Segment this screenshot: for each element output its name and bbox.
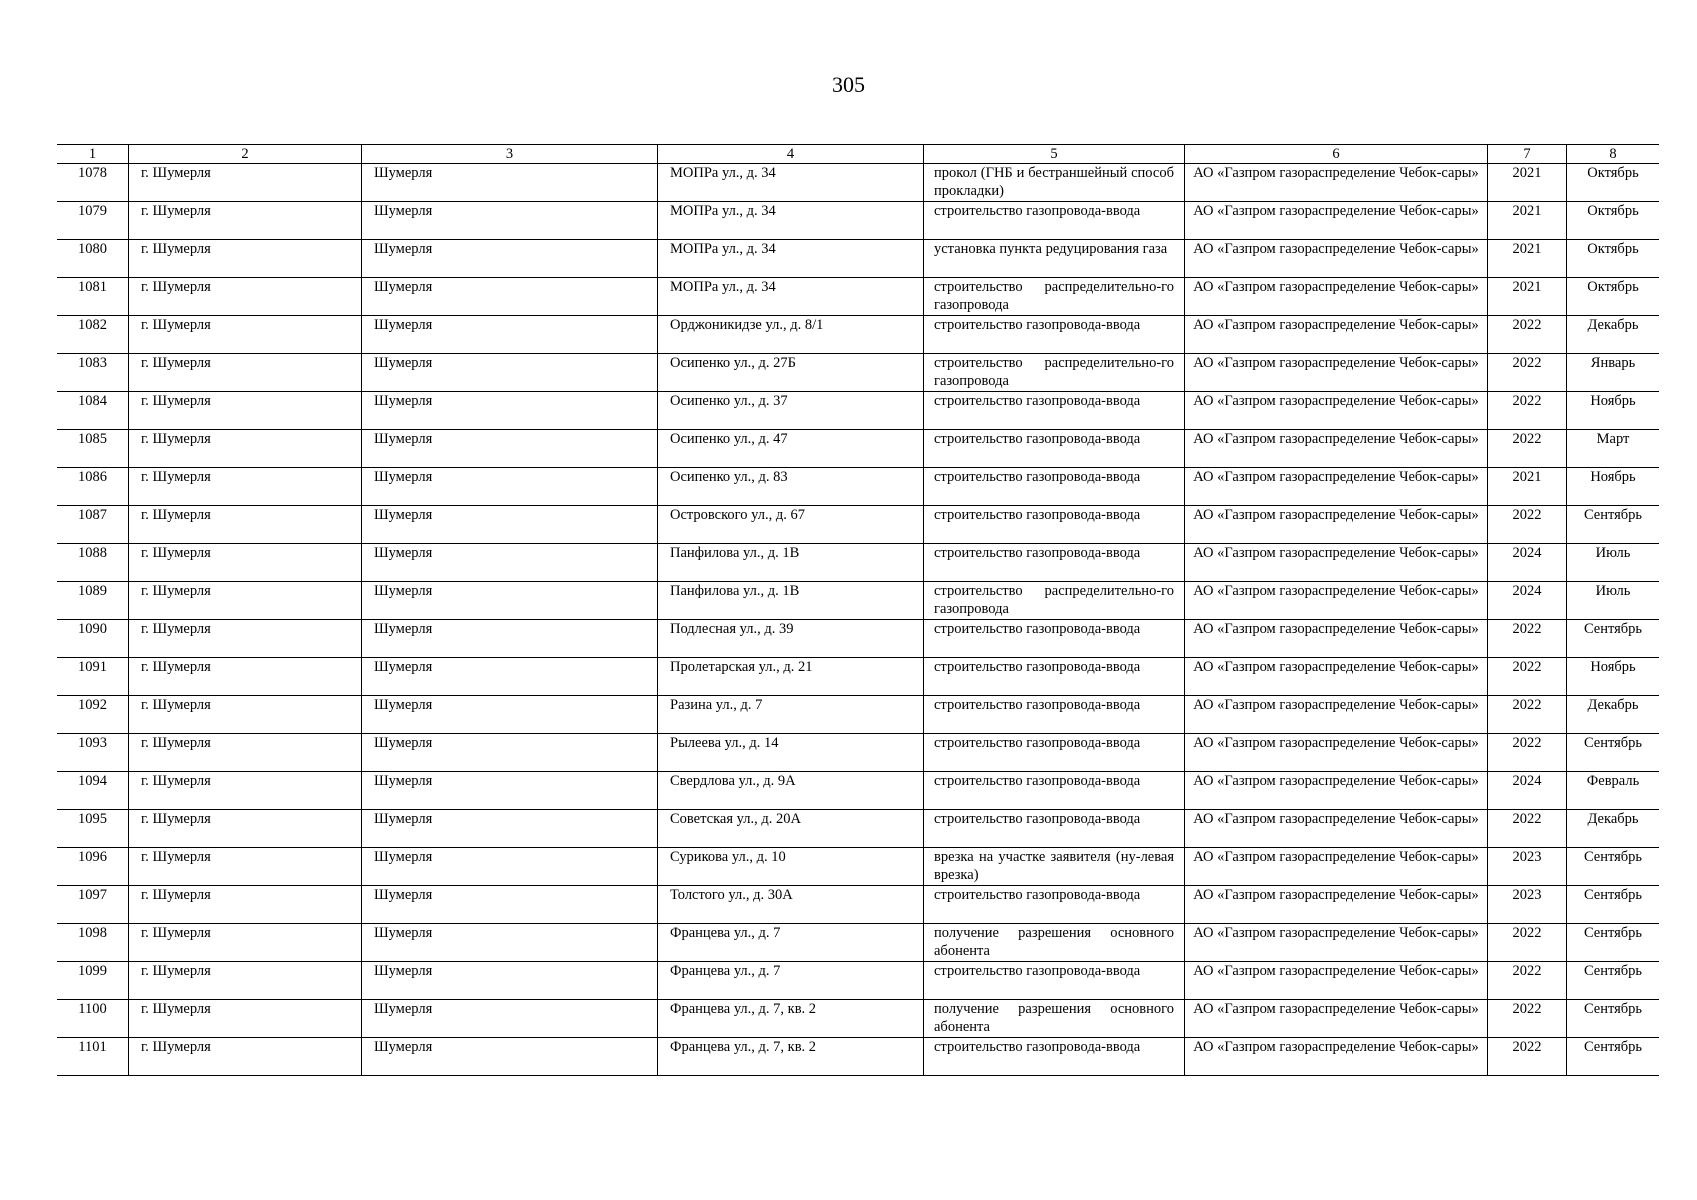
cell-month: Октябрь (1567, 202, 1660, 240)
cell-settlement: г. Шумерля (129, 1038, 362, 1076)
cell-address: Разина ул., д. 7 (658, 696, 924, 734)
cell-row-number: 1100 (57, 1000, 129, 1038)
cell-settlement: г. Шумерля (129, 696, 362, 734)
cell-organization: АО «Газпром газораспределение Чебок-сары» (1185, 506, 1488, 544)
cell-municipality: Шумерля (362, 582, 658, 620)
cell-address: Осипенко ул., д. 47 (658, 430, 924, 468)
cell-settlement: г. Шумерля (129, 468, 362, 506)
cell-row-number: 1088 (57, 544, 129, 582)
column-header-2: 2 (129, 145, 362, 164)
cell-organization: АО «Газпром газораспределение Чебок-сары» (1185, 278, 1488, 316)
cell-work-type: строительство газопровода-ввода (924, 810, 1185, 848)
cell-work-type: строительство газопровода-ввода (924, 506, 1185, 544)
cell-address: МОПРа ул., д. 34 (658, 202, 924, 240)
cell-month: Ноябрь (1567, 468, 1660, 506)
cell-work-type: прокол (ГНБ и бестраншейный способ прокладки) (924, 164, 1185, 202)
cell-month: Февраль (1567, 772, 1660, 810)
cell-organization: АО «Газпром газораспределение Чебок-сары» (1185, 430, 1488, 468)
cell-row-number: 1099 (57, 962, 129, 1000)
cell-year: 2021 (1488, 164, 1567, 202)
header-row (57, 145, 1659, 164)
table-row (57, 696, 1659, 734)
cell-organization: АО «Газпром газораспределение Чебок-сары» (1185, 392, 1488, 430)
cell-address: Орджоникидзе ул., д. 8/1 (658, 316, 924, 354)
cell-year: 2022 (1488, 430, 1567, 468)
cell-year: 2023 (1488, 886, 1567, 924)
cell-work-type: строительство газопровода-ввода (924, 962, 1185, 1000)
cell-municipality: Шумерля (362, 202, 658, 240)
table-row (57, 354, 1659, 392)
cell-work-type: получение разрешения основного абонента (924, 1000, 1185, 1038)
cell-month: Октябрь (1567, 240, 1660, 278)
cell-settlement: г. Шумерля (129, 430, 362, 468)
cell-organization: АО «Газпром газораспределение Чебок-сары» (1185, 620, 1488, 658)
cell-address: Рылеева ул., д. 14 (658, 734, 924, 772)
cell-work-type: строительство газопровода-ввода (924, 696, 1185, 734)
cell-row-number: 1078 (57, 164, 129, 202)
cell-municipality: Шумерля (362, 506, 658, 544)
cell-organization: АО «Газпром газораспределение Чебок-сары» (1185, 1038, 1488, 1076)
register-table (57, 144, 1659, 1076)
cell-year: 2022 (1488, 658, 1567, 696)
cell-work-type: строительство газопровода-ввода (924, 316, 1185, 354)
cell-address: Францева ул., д. 7 (658, 924, 924, 962)
cell-address: Подлесная ул., д. 39 (658, 620, 924, 658)
cell-year: 2022 (1488, 1038, 1567, 1076)
cell-month: Июль (1567, 582, 1660, 620)
cell-month: Сентябрь (1567, 848, 1660, 886)
cell-work-type: строительство газопровода-ввода (924, 202, 1185, 240)
cell-work-type: строительство газопровода-ввода (924, 620, 1185, 658)
cell-settlement: г. Шумерля (129, 734, 362, 772)
cell-row-number: 1091 (57, 658, 129, 696)
cell-address: Францева ул., д. 7, кв. 2 (658, 1000, 924, 1038)
cell-work-type: строительство газопровода-ввода (924, 392, 1185, 430)
cell-organization: АО «Газпром газораспределение Чебок-сары» (1185, 1000, 1488, 1038)
cell-year: 2021 (1488, 202, 1567, 240)
cell-address: Осипенко ул., д. 83 (658, 468, 924, 506)
table-row (57, 582, 1659, 620)
cell-municipality: Шумерля (362, 278, 658, 316)
cell-municipality: Шумерля (362, 240, 658, 278)
cell-municipality: Шумерля (362, 962, 658, 1000)
cell-year: 2022 (1488, 354, 1567, 392)
cell-address: Францева ул., д. 7 (658, 962, 924, 1000)
cell-month: Октябрь (1567, 278, 1660, 316)
cell-municipality: Шумерля (362, 1000, 658, 1038)
cell-year: 2024 (1488, 544, 1567, 582)
cell-address: Панфилова ул., д. 1В (658, 544, 924, 582)
cell-address: МОПРа ул., д. 34 (658, 240, 924, 278)
cell-address: МОПРа ул., д. 34 (658, 278, 924, 316)
cell-work-type: строительство газопровода-ввода (924, 468, 1185, 506)
cell-address: Осипенко ул., д. 37 (658, 392, 924, 430)
cell-work-type: строительство распределительно-го газопровода (924, 582, 1185, 620)
cell-work-type: строительство распределительно-го газопровода (924, 354, 1185, 392)
cell-organization: АО «Газпром газораспределение Чебок-сары» (1185, 886, 1488, 924)
cell-year: 2024 (1488, 582, 1567, 620)
cell-settlement: г. Шумерля (129, 354, 362, 392)
cell-organization: АО «Газпром газораспределение Чебок-сары» (1185, 164, 1488, 202)
cell-organization: АО «Газпром газораспределение Чебок-сары» (1185, 544, 1488, 582)
cell-year: 2021 (1488, 468, 1567, 506)
cell-organization: АО «Газпром газораспределение Чебок-сары» (1185, 202, 1488, 240)
cell-address: Сурикова ул., д. 10 (658, 848, 924, 886)
cell-month: Сентябрь (1567, 620, 1660, 658)
table-row (57, 810, 1659, 848)
cell-work-type: строительство газопровода-ввода (924, 544, 1185, 582)
cell-work-type: установка пункта редуцирования газа (924, 240, 1185, 278)
cell-municipality: Шумерля (362, 734, 658, 772)
column-header-5: 5 (924, 145, 1185, 164)
cell-settlement: г. Шумерля (129, 1000, 362, 1038)
cell-address: МОПРа ул., д. 34 (658, 164, 924, 202)
cell-settlement: г. Шумерля (129, 886, 362, 924)
cell-municipality: Шумерля (362, 316, 658, 354)
cell-municipality: Шумерля (362, 886, 658, 924)
cell-work-type: строительство газопровода-ввода (924, 658, 1185, 696)
cell-month: Октябрь (1567, 164, 1660, 202)
table-body (57, 164, 1659, 1076)
cell-settlement: г. Шумерля (129, 278, 362, 316)
table-row (57, 886, 1659, 924)
cell-settlement: г. Шумерля (129, 924, 362, 962)
cell-row-number: 1079 (57, 202, 129, 240)
cell-organization: АО «Газпром газораспределение Чебок-сары» (1185, 240, 1488, 278)
cell-row-number: 1101 (57, 1038, 129, 1076)
cell-row-number: 1090 (57, 620, 129, 658)
cell-settlement: г. Шумерля (129, 620, 362, 658)
cell-year: 2021 (1488, 240, 1567, 278)
cell-month: Декабрь (1567, 316, 1660, 354)
cell-work-type: строительство газопровода-ввода (924, 772, 1185, 810)
cell-row-number: 1087 (57, 506, 129, 544)
cell-municipality: Шумерля (362, 164, 658, 202)
table-row (57, 658, 1659, 696)
cell-row-number: 1083 (57, 354, 129, 392)
cell-work-type: строительство газопровода-ввода (924, 886, 1185, 924)
cell-year: 2022 (1488, 316, 1567, 354)
cell-organization: АО «Газпром газораспределение Чебок-сары» (1185, 772, 1488, 810)
cell-municipality: Шумерля (362, 810, 658, 848)
table-row (57, 316, 1659, 354)
table-row (57, 848, 1659, 886)
cell-organization: АО «Газпром газораспределение Чебок-сары» (1185, 962, 1488, 1000)
cell-year: 2022 (1488, 924, 1567, 962)
table-row (57, 164, 1659, 202)
table-row (57, 962, 1659, 1000)
table-header (57, 145, 1659, 164)
table-row (57, 240, 1659, 278)
cell-year: 2022 (1488, 734, 1567, 772)
cell-month: Сентябрь (1567, 1038, 1660, 1076)
cell-settlement: г. Шумерля (129, 848, 362, 886)
column-header-7: 7 (1488, 145, 1567, 164)
cell-year: 2022 (1488, 696, 1567, 734)
cell-year: 2024 (1488, 772, 1567, 810)
cell-municipality: Шумерля (362, 392, 658, 430)
cell-row-number: 1082 (57, 316, 129, 354)
cell-work-type: врезка на участке заявителя (ну-левая врезка) (924, 848, 1185, 886)
cell-organization: АО «Газпром газораспределение Чебок-сары» (1185, 468, 1488, 506)
column-header-4: 4 (658, 145, 924, 164)
cell-month: Декабрь (1567, 696, 1660, 734)
cell-address: Осипенко ул., д. 27Б (658, 354, 924, 392)
cell-month: Сентябрь (1567, 924, 1660, 962)
table-row (57, 620, 1659, 658)
column-header-1: 1 (57, 145, 129, 164)
table-row (57, 924, 1659, 962)
cell-settlement: г. Шумерля (129, 164, 362, 202)
cell-month: Март (1567, 430, 1660, 468)
cell-municipality: Шумерля (362, 772, 658, 810)
table-row (57, 392, 1659, 430)
cell-settlement: г. Шумерля (129, 506, 362, 544)
table-row (57, 202, 1659, 240)
cell-address: Советская ул., д. 20А (658, 810, 924, 848)
cell-settlement: г. Шумерля (129, 772, 362, 810)
cell-settlement: г. Шумерля (129, 810, 362, 848)
cell-municipality: Шумерля (362, 1038, 658, 1076)
cell-row-number: 1096 (57, 848, 129, 886)
cell-row-number: 1094 (57, 772, 129, 810)
cell-work-type: строительство газопровода-ввода (924, 734, 1185, 772)
cell-row-number: 1098 (57, 924, 129, 962)
cell-month: Январь (1567, 354, 1660, 392)
cell-row-number: 1089 (57, 582, 129, 620)
cell-year: 2022 (1488, 506, 1567, 544)
column-header-6: 6 (1185, 145, 1488, 164)
cell-settlement: г. Шумерля (129, 202, 362, 240)
cell-settlement: г. Шумерля (129, 962, 362, 1000)
cell-month: Ноябрь (1567, 392, 1660, 430)
cell-row-number: 1081 (57, 278, 129, 316)
table-row (57, 430, 1659, 468)
cell-settlement: г. Шумерля (129, 316, 362, 354)
table-row (57, 468, 1659, 506)
cell-organization: АО «Газпром газораспределение Чебок-сары» (1185, 582, 1488, 620)
cell-municipality: Шумерля (362, 658, 658, 696)
cell-municipality: Шумерля (362, 924, 658, 962)
cell-work-type: строительство газопровода-ввода (924, 430, 1185, 468)
column-header-3: 3 (362, 145, 658, 164)
cell-month: Июль (1567, 544, 1660, 582)
cell-year: 2022 (1488, 810, 1567, 848)
cell-year: 2022 (1488, 620, 1567, 658)
cell-settlement: г. Шумерля (129, 658, 362, 696)
column-header-8: 8 (1567, 145, 1660, 164)
cell-organization: АО «Газпром газораспределение Чебок-сары» (1185, 316, 1488, 354)
cell-settlement: г. Шумерля (129, 544, 362, 582)
cell-year: 2022 (1488, 962, 1567, 1000)
cell-work-type: строительство газопровода-ввода (924, 1038, 1185, 1076)
table-row (57, 506, 1659, 544)
cell-month: Сентябрь (1567, 734, 1660, 772)
cell-month: Сентябрь (1567, 1000, 1660, 1038)
cell-year: 2023 (1488, 848, 1567, 886)
cell-municipality: Шумерля (362, 544, 658, 582)
cell-row-number: 1084 (57, 392, 129, 430)
cell-municipality: Шумерля (362, 620, 658, 658)
table-row (57, 1000, 1659, 1038)
cell-work-type: строительство распределительно-го газопровода (924, 278, 1185, 316)
cell-row-number: 1097 (57, 886, 129, 924)
cell-address: Францева ул., д. 7, кв. 2 (658, 1038, 924, 1076)
cell-year: 2021 (1488, 278, 1567, 316)
cell-address: Свердлова ул., д. 9А (658, 772, 924, 810)
cell-row-number: 1095 (57, 810, 129, 848)
cell-settlement: г. Шумерля (129, 240, 362, 278)
table-row (57, 734, 1659, 772)
cell-month: Сентябрь (1567, 962, 1660, 1000)
cell-municipality: Шумерля (362, 430, 658, 468)
cell-municipality: Шумерля (362, 354, 658, 392)
cell-organization: АО «Газпром газораспределение Чебок-сары» (1185, 810, 1488, 848)
cell-address: Панфилова ул., д. 1В (658, 582, 924, 620)
cell-year: 2022 (1488, 392, 1567, 430)
cell-row-number: 1085 (57, 430, 129, 468)
cell-address: Толстого ул., д. 30А (658, 886, 924, 924)
cell-month: Декабрь (1567, 810, 1660, 848)
cell-settlement: г. Шумерля (129, 392, 362, 430)
cell-organization: АО «Газпром газораспределение Чебок-сары» (1185, 658, 1488, 696)
cell-municipality: Шумерля (362, 468, 658, 506)
cell-organization: АО «Газпром газораспределение Чебок-сары» (1185, 354, 1488, 392)
cell-address: Пролетарская ул., д. 21 (658, 658, 924, 696)
cell-address: Островского ул., д. 67 (658, 506, 924, 544)
cell-month: Ноябрь (1567, 658, 1660, 696)
table-row (57, 772, 1659, 810)
table-row (57, 544, 1659, 582)
cell-organization: АО «Газпром газораспределение Чебок-сары» (1185, 734, 1488, 772)
cell-row-number: 1086 (57, 468, 129, 506)
cell-work-type: получение разрешения основного абонента (924, 924, 1185, 962)
table-row (57, 278, 1659, 316)
cell-municipality: Шумерля (362, 848, 658, 886)
cell-settlement: г. Шумерля (129, 582, 362, 620)
cell-row-number: 1093 (57, 734, 129, 772)
page-number: 305 (832, 72, 865, 97)
cell-organization: АО «Газпром газораспределение Чебок-сары» (1185, 848, 1488, 886)
cell-year: 2022 (1488, 1000, 1567, 1038)
table-row (57, 1038, 1659, 1076)
cell-organization: АО «Газпром газораспределение Чебок-сары» (1185, 696, 1488, 734)
cell-month: Сентябрь (1567, 506, 1660, 544)
cell-municipality: Шумерля (362, 696, 658, 734)
cell-organization: АО «Газпром газораспределение Чебок-сары» (1185, 924, 1488, 962)
cell-month: Сентябрь (1567, 886, 1660, 924)
cell-row-number: 1092 (57, 696, 129, 734)
cell-row-number: 1080 (57, 240, 129, 278)
